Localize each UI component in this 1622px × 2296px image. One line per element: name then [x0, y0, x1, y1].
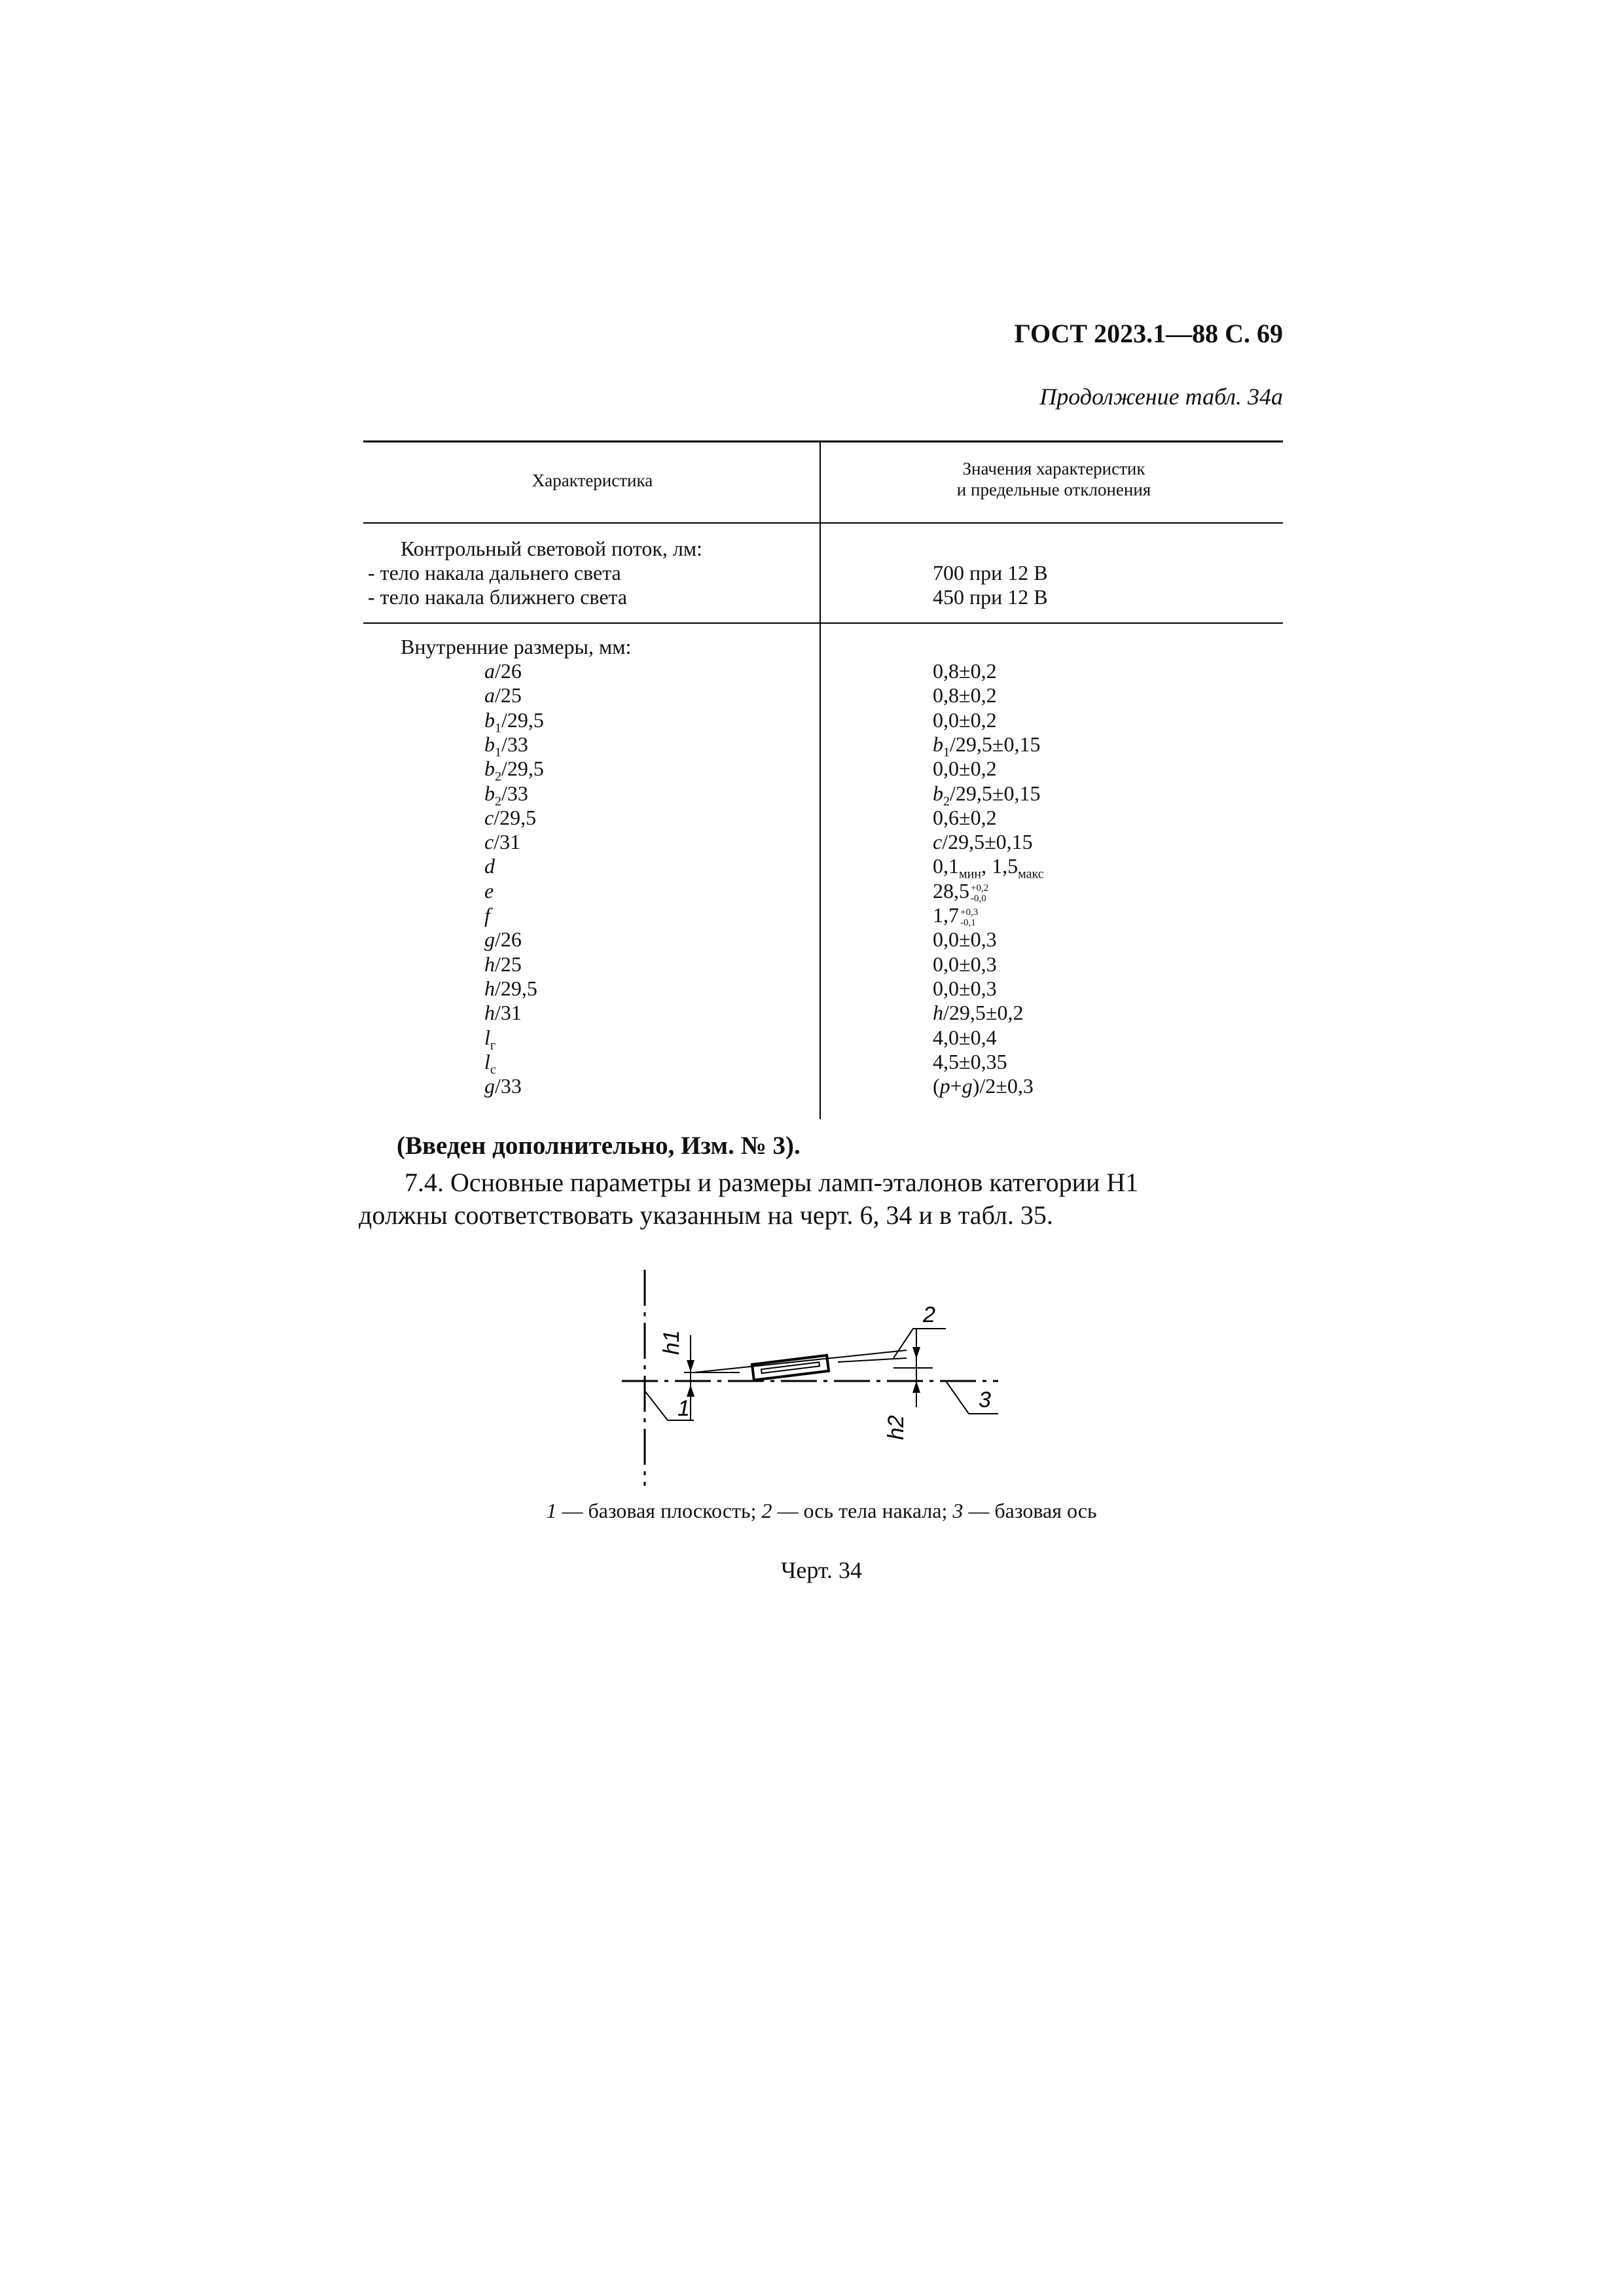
h1-arrow-up: [687, 1385, 694, 1397]
dimension-value: 4,5±0,35: [933, 1050, 1007, 1073]
table-row: [0, 952, 1622, 977]
dims-group-title: [401, 635, 631, 659]
row-value: 700 при 12 В: [933, 561, 1048, 584]
figure-title: Черт. 34: [781, 1557, 862, 1583]
dimension-value: 0,0±0,3: [933, 927, 997, 951]
dimension-value: 0,0±0,3: [933, 977, 997, 1000]
label-2: 2: [923, 1302, 935, 1327]
dimension-symbol: $b_2/33$: [484, 781, 528, 809]
row-value: 450 при 12 В: [933, 585, 1048, 609]
table-row: [0, 1074, 1622, 1098]
column-header-values-line1: Значения характеристик: [962, 459, 1145, 478]
paragraph-line-1: 7.4. Основные параметры и размеры ламп-эталонов категории Н1: [405, 1168, 1139, 1197]
figure-legend: [363, 1499, 1280, 1523]
table-row: [0, 1026, 1622, 1053]
dimension-symbol: d: [484, 854, 495, 878]
table-caption: Продолжение табл. 34а: [1039, 384, 1283, 410]
dimension-value: 0,0±0,2: [933, 757, 997, 780]
column-header-values-line2: и предельные отклонения: [956, 480, 1151, 499]
column-header-characteristic: Характеристика: [532, 471, 653, 490]
dimension-symbol: $b_1/33$: [484, 732, 528, 760]
dimension-value: $b_1/29,5\pm 0,15$: [933, 732, 1041, 760]
dimension-symbol: g/26: [484, 927, 522, 951]
table-row: [0, 830, 1622, 854]
table-row: [0, 561, 1622, 585]
flux-group-title: [401, 537, 702, 561]
drawing-34: [605, 1257, 1011, 1492]
table-row: [0, 732, 1622, 760]
h2-arrow-up: [912, 1381, 920, 1393]
table-row: [0, 1050, 1622, 1077]
table-group-rule: [363, 622, 1283, 624]
h1-arrow-down: [687, 1360, 694, 1372]
label-1: 1: [677, 1396, 690, 1421]
row-label: - тело накала ближнего света: [368, 585, 628, 609]
h2-arrow-down: [912, 1347, 920, 1359]
legend-text: — ось тела накала;: [772, 1499, 953, 1522]
table-row: [0, 659, 1622, 683]
legend-num: 1: [546, 1499, 557, 1522]
table-row: [0, 854, 1622, 882]
legend-text: — базовая плоскость;: [556, 1499, 762, 1522]
dimension-symbol: $b_2/29,5$: [484, 757, 544, 784]
dimension-symbol: h/29,5: [484, 977, 537, 1000]
dimension-value: c/29,5±0,15: [933, 830, 1033, 853]
flux-group-title-text: Контрольный световой поток, лм:: [401, 537, 702, 560]
paragraph-line-2: должны соответствовать указанным на черт. 6, 34 и в табл. 35.: [359, 1200, 1053, 1230]
dims-group-title-text: Внутренние размеры, мм:: [401, 635, 632, 658]
dimension-symbol: a/26: [484, 659, 522, 683]
table-row: [0, 585, 1622, 609]
legend-num: 3: [952, 1499, 964, 1522]
dimension-symbol: a/25: [484, 683, 522, 707]
paragraph-7-4: [359, 1166, 1275, 1232]
amendment-note: (Введен дополнительно, Изм. № 3).: [397, 1132, 801, 1160]
table-header-rule: [363, 522, 1283, 524]
table-row: [0, 977, 1622, 1001]
dimension-symbol: $l_с$: [484, 1050, 496, 1077]
table-row: [0, 1001, 1622, 1025]
dimension-value: h/29,5±0,2: [933, 1001, 1024, 1024]
page-header: ГОСТ 2023.1—88 С. 69: [1014, 319, 1283, 348]
dimension-value: $0,1_{мин}$, $1,5_{макс}$: [933, 854, 1044, 882]
dimension-value: 1,7 +0,3 -0,1: [933, 903, 979, 928]
dimension-symbol: $b_1/29,5$: [484, 708, 544, 736]
leader-2: [893, 1329, 946, 1358]
dimension-value: 0,8±0,2: [933, 659, 997, 683]
dimension-symbol: c/29,5: [484, 806, 537, 829]
table-row: [0, 903, 1622, 927]
filament-axis-line: [694, 1350, 907, 1372]
dimension-value: 0,8±0,2: [933, 683, 997, 707]
dimension-value: 0,0±0,3: [933, 952, 997, 976]
table-row: [0, 806, 1622, 830]
dimension-symbol: h/25: [484, 952, 522, 976]
table-row: [0, 683, 1622, 708]
label-h1: h1: [659, 1330, 684, 1355]
dimension-symbol: c/31: [484, 830, 521, 853]
dimension-value: $b_2/29,5\pm 0,15$: [933, 781, 1041, 809]
dimension-symbol: f: [484, 903, 490, 927]
row-label: - тело накала дальнего света: [368, 561, 621, 584]
dimension-symbol: $l_г$: [484, 1026, 496, 1053]
dimension-value: (p+g)/2±0,3: [933, 1074, 1034, 1098]
label-h2: h2: [884, 1415, 909, 1440]
column-header-values: [825, 458, 1283, 500]
dimension-value: 0,0±0,2: [933, 708, 997, 732]
table-row: [0, 781, 1622, 809]
legend-text: — базовая ось: [963, 1499, 1097, 1522]
dimension-symbol: g/33: [484, 1074, 522, 1098]
label-3: 3: [979, 1388, 991, 1412]
dimension-symbol: e: [484, 879, 494, 903]
legend-num: 2: [761, 1499, 772, 1522]
dimension-value: 0,6±0,2: [933, 806, 997, 829]
table-row: [0, 879, 1622, 903]
table-row: [0, 757, 1622, 784]
table-row: [0, 927, 1622, 952]
dimension-value: 4,0±0,4: [933, 1026, 997, 1049]
dimension-symbol: h/31: [484, 1001, 522, 1024]
table-row: [0, 708, 1622, 736]
table-top-rule: [363, 440, 1283, 442]
dimension-value: 28,5 +0,2 -0,0: [933, 879, 989, 904]
